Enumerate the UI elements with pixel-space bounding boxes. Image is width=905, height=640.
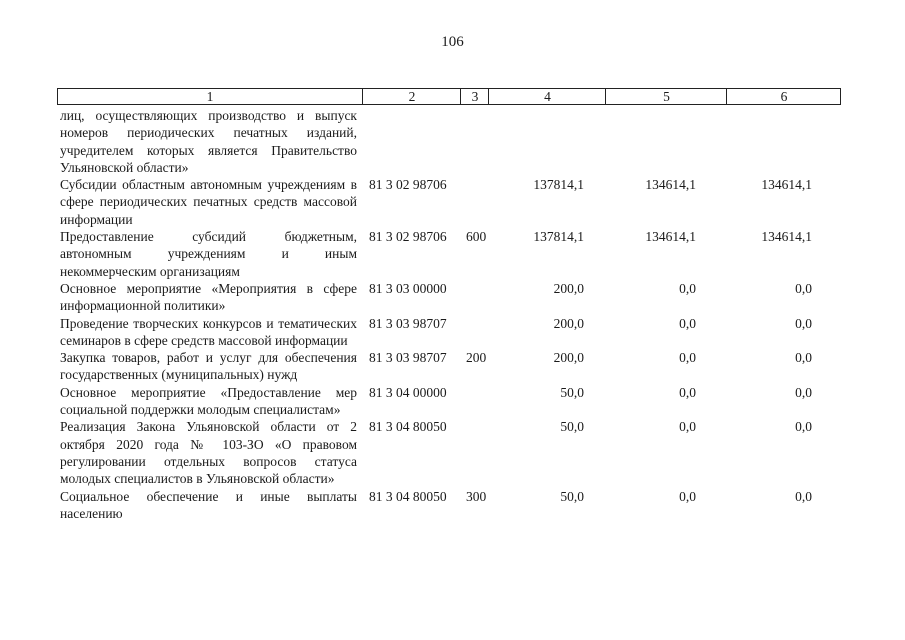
row-value-col6: 0,0 [795,419,812,435]
header-col-5: 5 [605,89,727,104]
row-description: Проведение творческих конкурсов и тематических семинаров в сфере средств массовой информации [60,315,357,348]
row-value-col4: 50,0 [560,419,584,435]
header-col-1: 1 [206,89,214,104]
row-value-col5: 0,0 [679,280,696,296]
row-code: 81 3 04 80050 [369,419,447,435]
row-value-col4: 50,0 [560,384,584,400]
row-description: Основное мероприятие «Предоставление мер социальной поддержки молодым специалистам» [60,384,357,418]
row-code: 81 3 03 00000 [369,280,447,296]
row-description: Субсидии областным автономным учреждениям в сфере периодических печатных средств массовой информации [60,177,357,227]
row-description: лиц, осуществляющих производство и выпуск номеров периодических печатных изданий, учредителем которых является Правительство Ульяновской области» [60,108,357,175]
row-value-col5: 0,0 [679,419,696,435]
row-code: 81 3 02 98706 [369,177,447,193]
table-row [60,280,850,315]
header-col-4: 4 [488,89,606,104]
row-expense-type: 600 [466,229,487,245]
row-code: 81 3 03 98707 [369,315,447,331]
row-value-col5: 134614,1 [645,229,696,245]
row-value-col4: 50,0 [560,488,584,504]
row-value-col6: 0,0 [795,280,812,296]
row-value-col4: 200,0 [553,315,584,331]
row-description: Закупка товаров, работ и услуг для обеспечения государственных (муниципальных) нужд [60,350,357,383]
row-value-col6: 0,0 [795,384,812,400]
row-value-col6: 0,0 [795,488,812,504]
row-description: Предоставление субсидий бюджетным, автономным учреждениям и иным некоммерческим организациям [60,229,357,279]
row-description: Реализация Закона Ульяновской области от 2 октября 2020 года № 103-ЗО «О правовом регулировании отдельных вопросов статуса молодых специалистов в Ульяновской области» [60,419,357,487]
row-code: 81 3 03 98707 [369,350,447,366]
table-header [57,88,841,105]
row-value-col5: 0,0 [679,384,696,400]
row-code: 81 3 04 00000 [369,384,447,400]
row-value-col4: 200,0 [553,350,584,366]
page-number: 106 [441,34,464,50]
row-expense-type: 200 [466,350,487,366]
header-col-2: 2 [362,89,461,104]
row-expense-type: 300 [466,488,487,504]
row-value-col4: 137814,1 [533,177,584,193]
row-value-col6: 0,0 [795,315,812,331]
row-value-col5: 0,0 [679,488,696,504]
table-row [60,418,850,487]
row-value-col5: 0,0 [679,350,696,366]
table-row [60,384,850,419]
row-code: 81 3 02 98706 [369,229,447,245]
table-row [60,228,850,280]
row-description: Основное мероприятие «Мероприятия в сфере информационной политики» [60,280,357,314]
table-row [60,488,850,523]
row-value-col5: 134614,1 [645,177,696,193]
row-value-col5: 0,0 [679,315,696,331]
table-body [60,107,850,522]
row-description: Социальное обеспечение и иные выплаты населению [60,488,357,521]
row-value-col6: 134614,1 [761,229,812,245]
row-value-col4: 137814,1 [533,229,584,245]
row-code: 81 3 04 80050 [369,488,447,504]
row-value-col6: 0,0 [795,350,812,366]
row-value-col4: 200,0 [553,280,584,296]
header-col-3: 3 [460,89,489,104]
table-row [60,107,850,176]
table-row [60,315,850,350]
table-row [60,176,850,228]
table-row [60,349,850,384]
row-value-col6: 134614,1 [761,177,812,193]
header-col-6: 6 [726,89,841,104]
